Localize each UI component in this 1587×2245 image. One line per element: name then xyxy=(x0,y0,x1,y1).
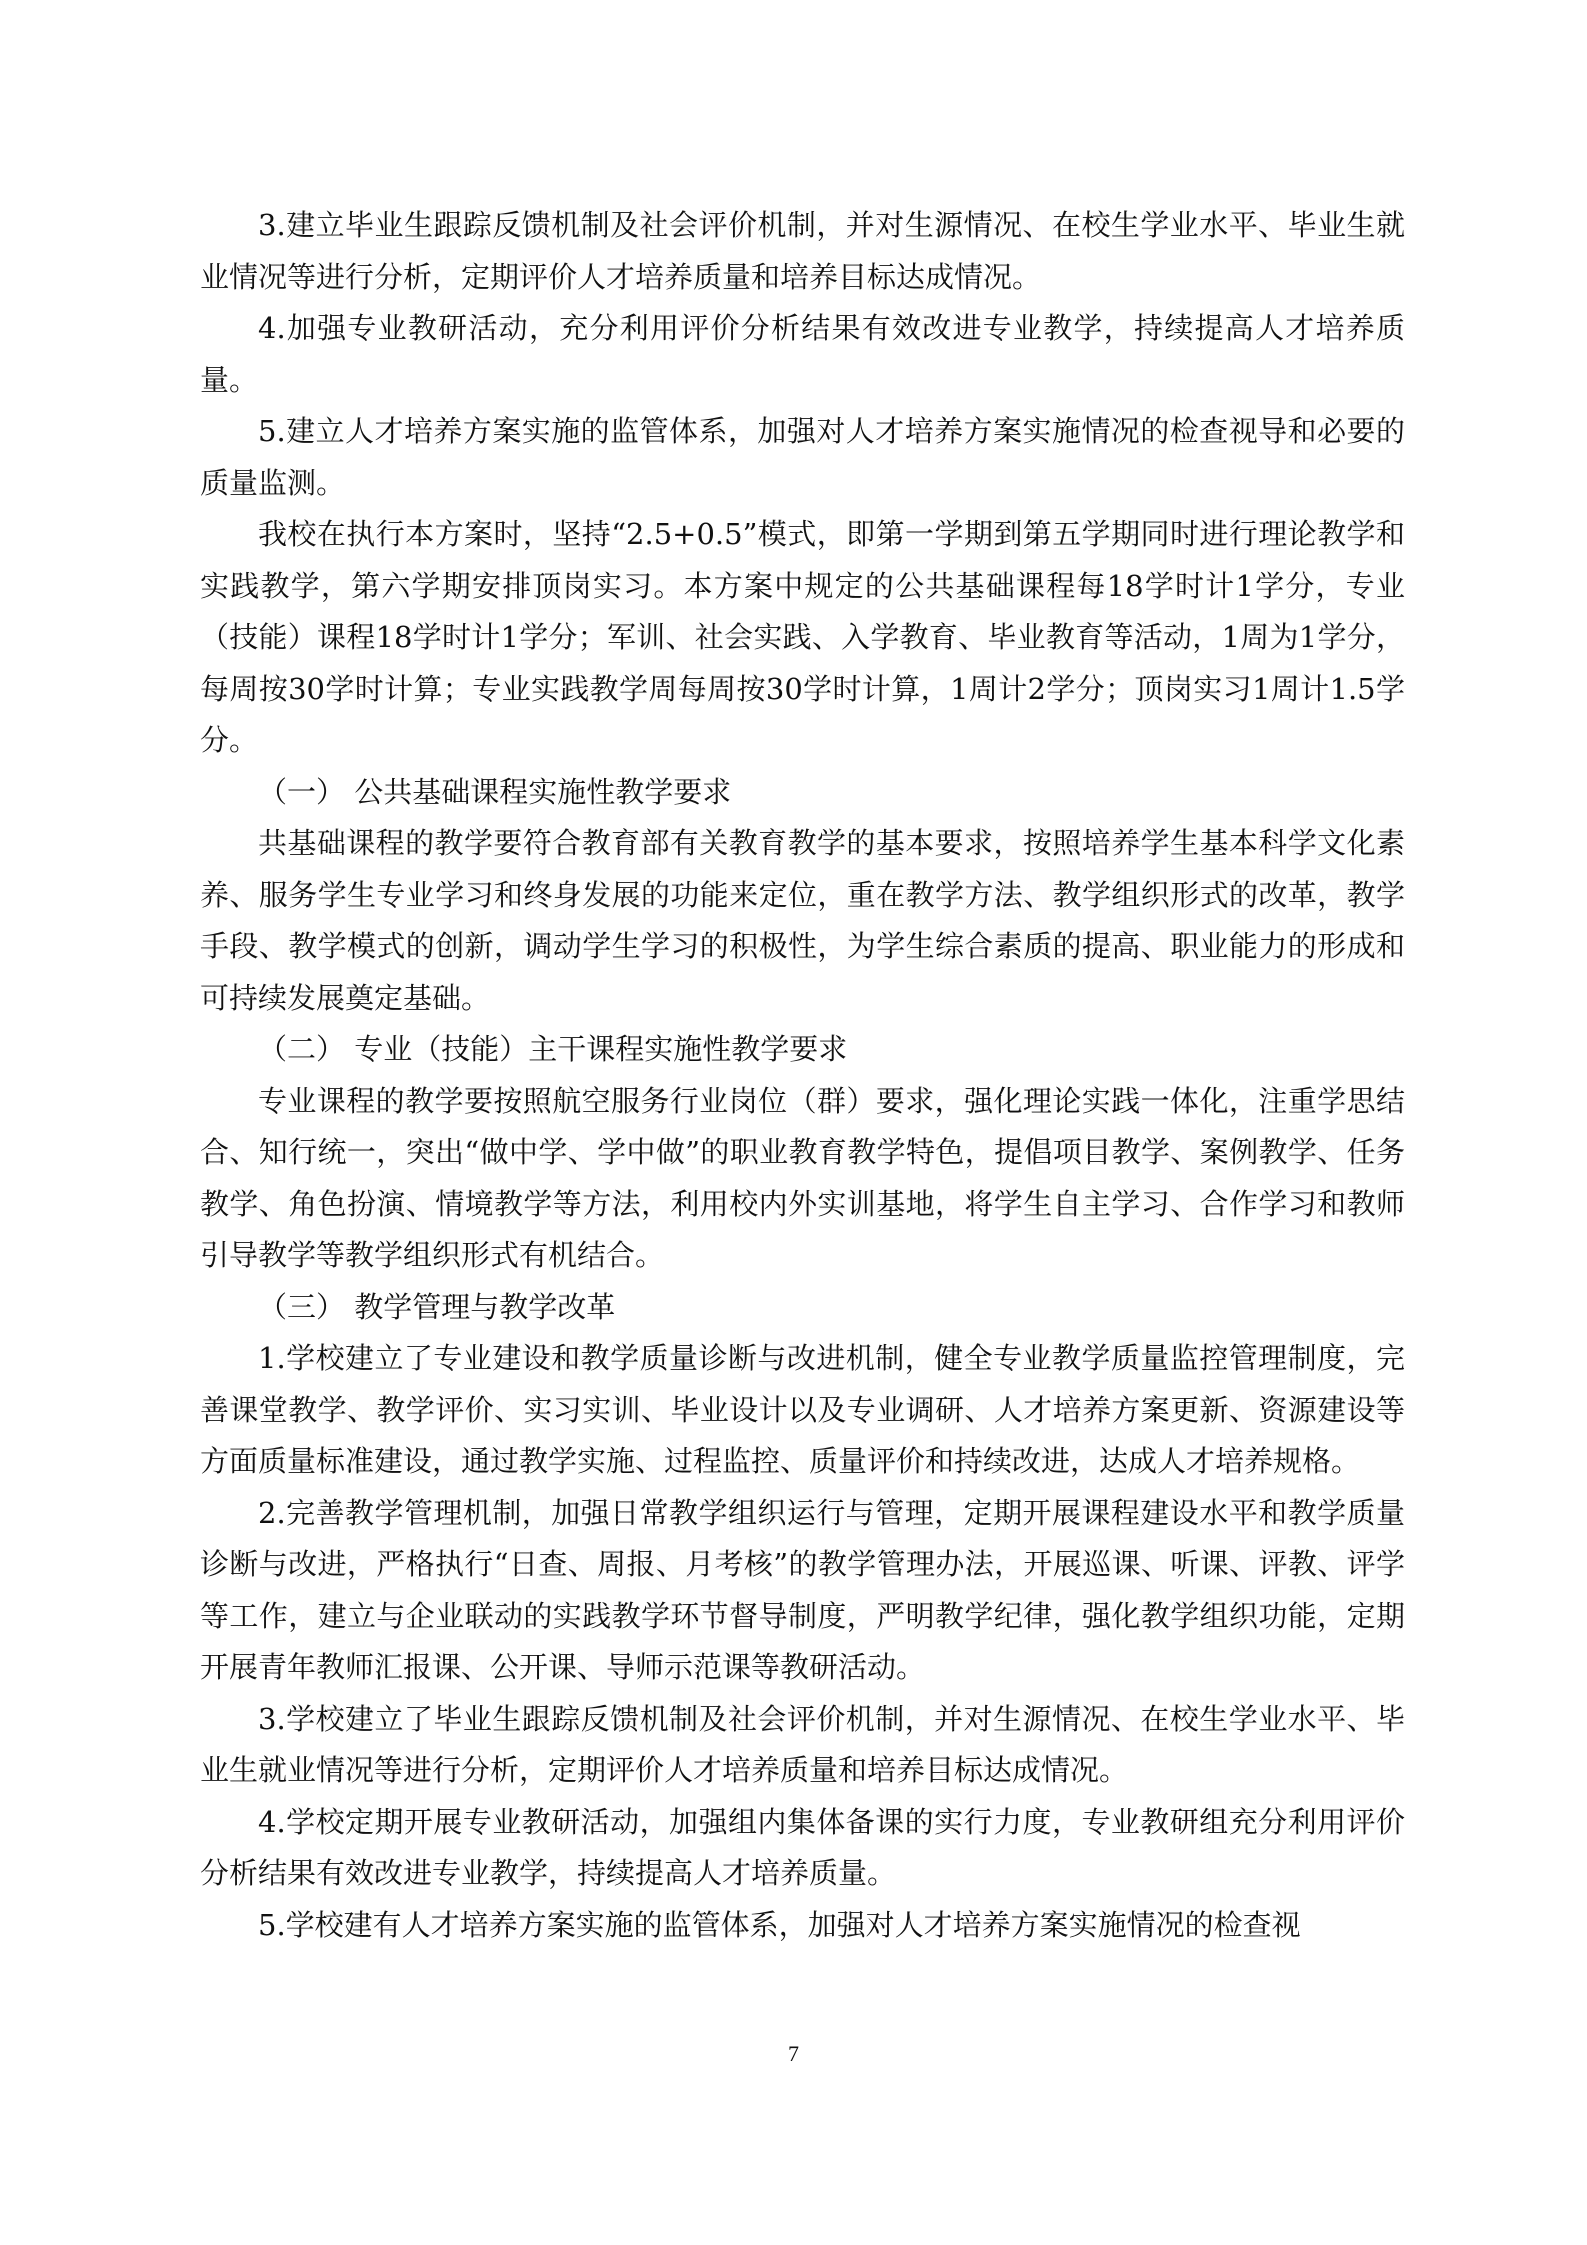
paragraph-supervision-system: 5.建立人才培养方案实施的监管体系，加强对人才培养方案实施情况的检查视导和必要的质量监测。 xyxy=(200,414,1405,500)
paragraph-teaching-research: 4.加强专业教研活动，充分利用评价分析结果有效改进专业教学，持续提高人才培养质量。 xyxy=(200,311,1405,397)
paragraph-major-courses: 专业课程的教学要按照航空服务行业岗位（群）要求，强化理论实践一体化，注重学思结合、知行统一，突出“做中学、学中做”的职业教育教学特色，提倡项目教学、案例教学、任务教学、角色扮演、情境教学等方法，利用校内外实训基地，将学生自主学习、合作学习和教师引导教学等教学组织形式有机结合。 xyxy=(200,1083,1405,1272)
section-heading-public-courses: （一） 公共基础课程实施性教学要求 xyxy=(258,774,732,809)
paragraph-school-teaching-research: 4.学校定期开展专业教研活动，加强组内集体备课的实行力度，专业教研组充分利用评价分析结果有效改进专业教学，持续提高人才培养质量。 xyxy=(200,1804,1405,1890)
page-number: 7 xyxy=(788,2041,799,2066)
paragraph-management-mechanism: 2.完善教学管理机制，加强日常教学组织运行与管理，定期开展课程建设水平和教学质量诊断与改进，严格执行“日查、周报、月考核”的教学管理办法，开展巡课、听课、评教、评学等工作，建立与企业联动的实践教学环节督导制度，严明教学纪律，强化教学组织功能，定期开展青年教师汇报课、公开课、导师示范课等教研活动。 xyxy=(200,1495,1405,1684)
body-text xyxy=(200,200,1405,1951)
section-heading-major-courses: （二） 专业（技能）主干课程实施性教学要求 xyxy=(258,1032,848,1066)
paragraph-school-graduate-feedback: 3.学校建立了毕业生跟踪反馈机制及社会评价机制，并对生源情况、在校生学业水平、毕业生就业情况等进行分析，定期评价人才培养质量和培养目标达成情况。 xyxy=(200,1701,1405,1787)
paragraph-public-courses: 共基础课程的教学要符合教育部有关教育教学的基本要求，按照培养学生基本科学文化素养、服务学生专业学习和终身发展的功能来定位，重在教学方法、教学组织形式的改革，教学手段、教学模式的创新，调动学生学习的积极性，为学生综合素质的提高、职业能力的形成和可持续发展奠定基础。 xyxy=(200,826,1405,1015)
paragraph-quality-mechanism: 1.学校建立了专业建设和教学质量诊断与改进机制，健全专业教学质量监控管理制度，完善课堂教学、教学评价、实习实训、毕业设计以及专业调研、人才培养方案更新、资源建设等方面质量标准建设，通过教学实施、过程监控、质量评价和持续改进，达成人才培养规格。 xyxy=(200,1341,1405,1478)
paragraph-school-supervision: 5.学校建有人才培养方案实施的监管体系，加强对人才培养方案实施情况的检查视 xyxy=(258,1907,1301,1942)
paragraph-credit-rules: 我校在执行本方案时，坚持“2.5+0.5”模式，即第一学期到第五学期同时进行理论教学和实践教学，第六学期安排顶岗实习。本方案中规定的公共基础课程每18学时计1学分，专业（技能）课程18学时计1学分；军训、社会实践、入学教育、毕业教育等活动，1周为1学分，每周按30学时计算；专业实践教学周每周按30学时计算，1周计2学分；顶岗实习1周计1.5学分。 xyxy=(200,517,1405,757)
section-heading-management-reform: （三） 教学管理与教学改革 xyxy=(258,1289,616,1324)
paragraph-graduate-feedback: 3.建立毕业生跟踪反馈机制及社会评价机制，并对生源情况、在校生学业水平、毕业生就业情况等进行分析，定期评价人才培养质量和培养目标达成情况。 xyxy=(200,208,1405,294)
